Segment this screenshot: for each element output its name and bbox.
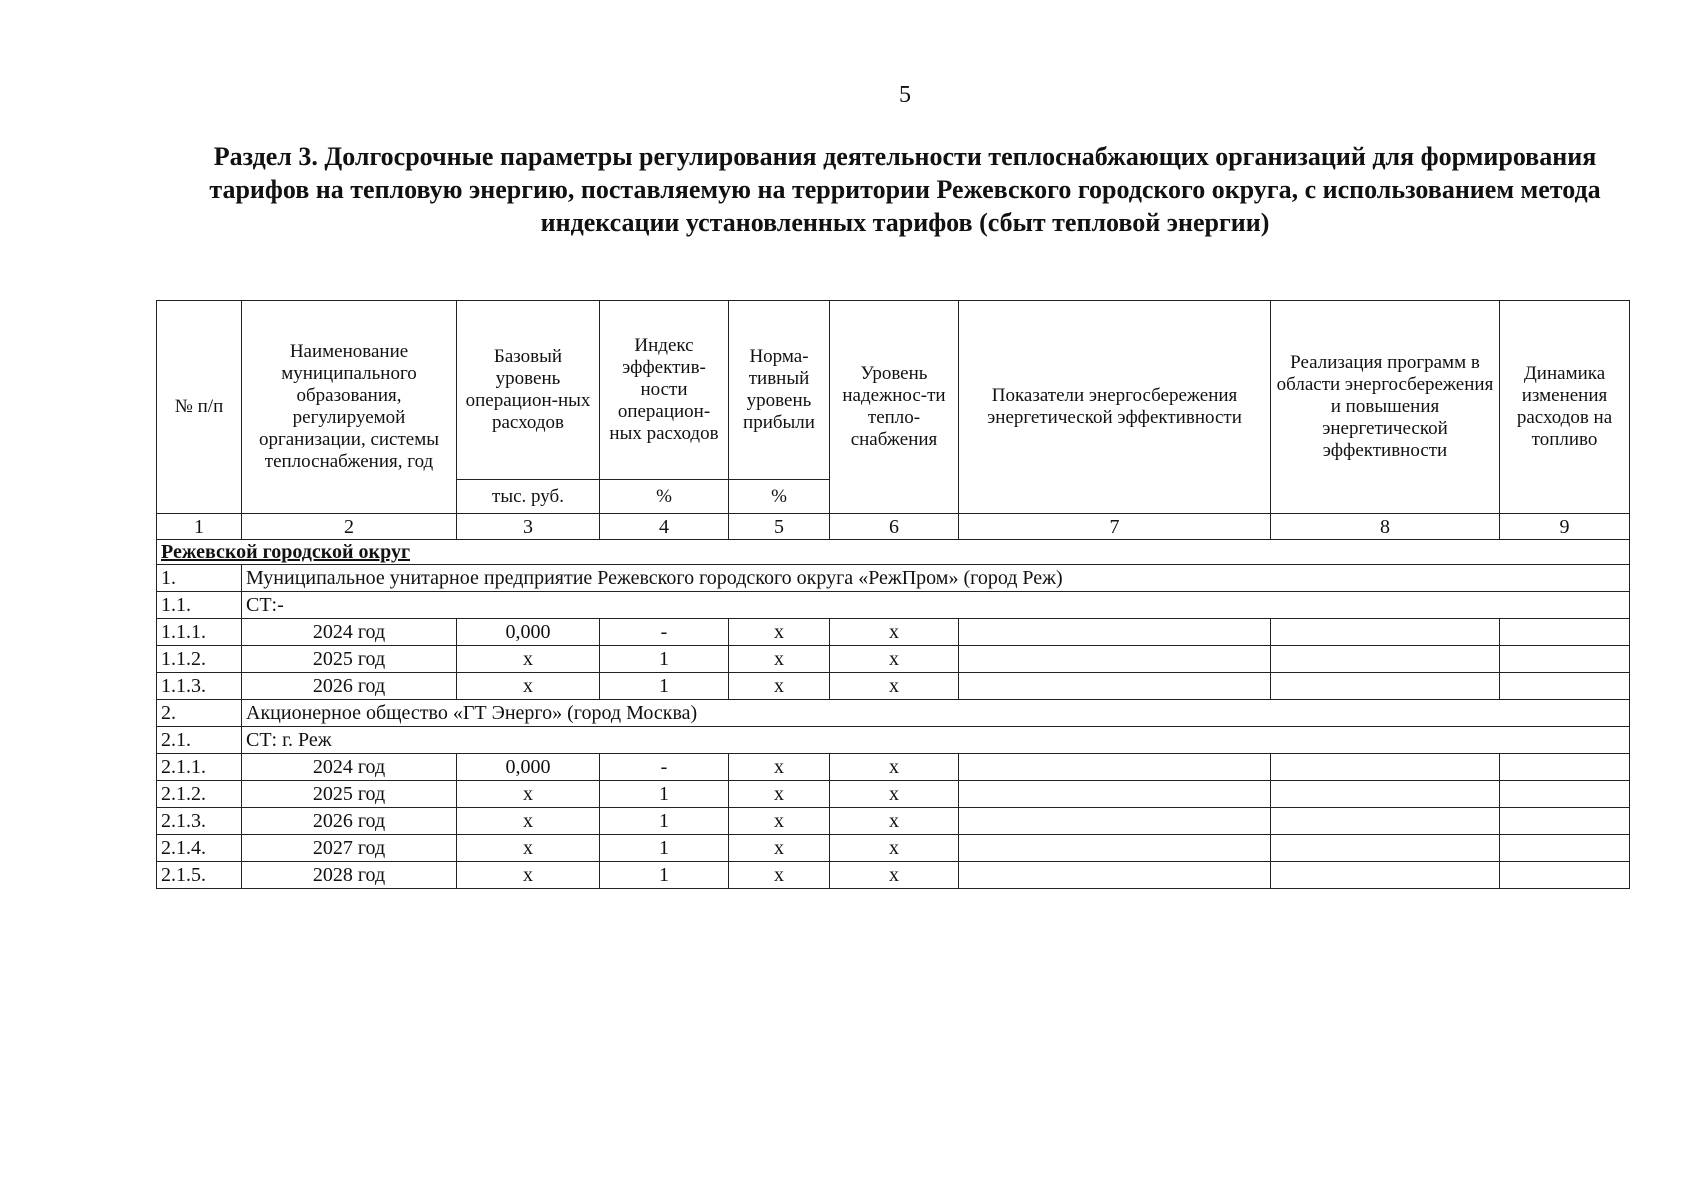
header-efficiency-index: Индекс эффектив-ности операцион-ных расходов	[600, 301, 729, 480]
document-title: Раздел 3. Долгосрочные параметры регулирования деятельности теплоснабжающих организаций для формирования тарифов на тепловую энергию, поставляемую на территории Режевского городского округа, с использованием метода индексации установленных тарифов (сбыт тепловой энергии)	[209, 142, 1601, 237]
row-energy-saving-indicators	[959, 835, 1271, 862]
column-numbers-row	[157, 514, 1630, 540]
column-number: 1	[157, 514, 242, 540]
row-efficiency-index: 1	[600, 808, 729, 835]
row-year: 2024 год	[242, 754, 457, 781]
header-name: Наименование муниципального образования, регулируемой организации, системы теплоснабжения, год	[242, 301, 457, 514]
table-row	[157, 862, 1630, 889]
table-row	[157, 619, 1630, 646]
org-row	[157, 700, 1630, 727]
system-name: СТ:-	[242, 592, 1630, 619]
row-num: 1.1.2.	[157, 646, 242, 673]
row-reliability: x	[830, 781, 959, 808]
row-base-opex: x	[457, 862, 600, 889]
row-year: 2025 год	[242, 781, 457, 808]
row-base-opex: x	[457, 646, 600, 673]
row-normative-profit: x	[729, 808, 830, 835]
row-energy-saving-programs	[1271, 808, 1500, 835]
row-year: 2026 год	[242, 673, 457, 700]
row-base-opex: x	[457, 781, 600, 808]
row-year: 2025 год	[242, 646, 457, 673]
header-energy-saving-programs: Реализация программ в области энергосбережения и повышения энергетической эффективности	[1271, 301, 1500, 514]
page-number: 5	[899, 82, 911, 108]
row-normative-profit: x	[729, 835, 830, 862]
tariff-parameters-table	[156, 300, 1630, 889]
row-reliability: x	[830, 862, 959, 889]
row-energy-saving-indicators	[959, 781, 1271, 808]
row-fuel-cost-dynamics	[1500, 754, 1630, 781]
row-num: 1.1.3.	[157, 673, 242, 700]
org-name: Муниципальное унитарное предприятие Режевского городского округа «РежПром» (город Реж)	[242, 565, 1630, 592]
system-name: СТ: г. Реж	[242, 727, 1630, 754]
row-efficiency-index: 1	[600, 862, 729, 889]
row-fuel-cost-dynamics	[1500, 619, 1630, 646]
row-num: 2.1.2.	[157, 781, 242, 808]
header-normative-profit: Норма-тивный уровень прибыли	[729, 301, 830, 480]
row-energy-saving-programs	[1271, 781, 1500, 808]
row-normative-profit: x	[729, 862, 830, 889]
row-reliability: x	[830, 808, 959, 835]
row-energy-saving-indicators	[959, 646, 1271, 673]
row-base-opex: x	[457, 673, 600, 700]
unit-normative-profit: %	[729, 480, 830, 514]
row-fuel-cost-dynamics	[1500, 673, 1630, 700]
row-num: 2.1.3.	[157, 808, 242, 835]
row-normative-profit: x	[729, 754, 830, 781]
header-reliability: Уровень надежнос-ти тепло-снабжения	[830, 301, 959, 514]
system-row	[157, 592, 1630, 619]
row-efficiency-index: 1	[600, 673, 729, 700]
row-fuel-cost-dynamics	[1500, 808, 1630, 835]
row-energy-saving-programs	[1271, 673, 1500, 700]
row-num: 1.1.1.	[157, 619, 242, 646]
row-fuel-cost-dynamics	[1500, 862, 1630, 889]
row-efficiency-index: 1	[600, 835, 729, 862]
row-base-opex: 0,000	[457, 754, 600, 781]
row-fuel-cost-dynamics	[1500, 781, 1630, 808]
row-reliability: x	[830, 673, 959, 700]
system-row	[157, 727, 1630, 754]
column-number: 6	[830, 514, 959, 540]
org-num: 2.	[157, 700, 242, 727]
row-normative-profit: x	[729, 673, 830, 700]
row-reliability: x	[830, 754, 959, 781]
unit-efficiency-index: %	[600, 480, 729, 514]
column-number: 4	[600, 514, 729, 540]
row-year: 2024 год	[242, 619, 457, 646]
row-energy-saving-programs	[1271, 835, 1500, 862]
row-energy-saving-programs	[1271, 619, 1500, 646]
row-efficiency-index: 1	[600, 646, 729, 673]
table-row	[157, 673, 1630, 700]
column-number: 2	[242, 514, 457, 540]
row-base-opex: x	[457, 835, 600, 862]
row-reliability: x	[830, 646, 959, 673]
row-energy-saving-indicators	[959, 619, 1271, 646]
header-energy-saving-indicators: Показатели энергосбережения энергетической эффективности	[959, 301, 1271, 514]
row-num: 2.1.1.	[157, 754, 242, 781]
row-energy-saving-programs	[1271, 754, 1500, 781]
org-row	[157, 565, 1630, 592]
row-efficiency-index: -	[600, 754, 729, 781]
row-efficiency-index: -	[600, 619, 729, 646]
table-row	[157, 646, 1630, 673]
region-row	[157, 540, 1630, 565]
org-num: 1.	[157, 565, 242, 592]
header-fuel-cost-dynamics: Динамика изменения расходов на топливо	[1500, 301, 1630, 514]
column-number: 8	[1271, 514, 1500, 540]
header-base-opex: Базовый уровень операцион-ных расходов	[457, 301, 600, 480]
header-num: № п/п	[157, 301, 242, 514]
column-number: 9	[1500, 514, 1630, 540]
row-normative-profit: x	[729, 619, 830, 646]
table-row	[157, 781, 1630, 808]
row-energy-saving-indicators	[959, 862, 1271, 889]
row-efficiency-index: 1	[600, 781, 729, 808]
row-fuel-cost-dynamics	[1500, 835, 1630, 862]
column-number: 7	[959, 514, 1271, 540]
system-num: 2.1.	[157, 727, 242, 754]
org-name: Акционерное общество «ГТ Энерго» (город Москва)	[242, 700, 1630, 727]
row-year: 2026 год	[242, 808, 457, 835]
row-energy-saving-programs	[1271, 862, 1500, 889]
row-num: 2.1.4.	[157, 835, 242, 862]
row-reliability: x	[830, 619, 959, 646]
table-row	[157, 754, 1630, 781]
row-energy-saving-indicators	[959, 754, 1271, 781]
row-year: 2027 год	[242, 835, 457, 862]
row-base-opex: 0,000	[457, 619, 600, 646]
table-row	[157, 808, 1630, 835]
column-number: 3	[457, 514, 600, 540]
row-normative-profit: x	[729, 646, 830, 673]
row-reliability: x	[830, 835, 959, 862]
row-energy-saving-indicators	[959, 808, 1271, 835]
row-base-opex: x	[457, 808, 600, 835]
system-num: 1.1.	[157, 592, 242, 619]
header-row	[157, 301, 1630, 480]
region-name: Режевской городской округ	[157, 540, 1630, 565]
unit-base-opex: тыс. руб.	[457, 480, 600, 514]
row-energy-saving-indicators	[959, 673, 1271, 700]
row-energy-saving-programs	[1271, 646, 1500, 673]
row-num: 2.1.5.	[157, 862, 242, 889]
row-normative-profit: x	[729, 781, 830, 808]
row-fuel-cost-dynamics	[1500, 646, 1630, 673]
table-row	[157, 835, 1630, 862]
column-number: 5	[729, 514, 830, 540]
row-year: 2028 год	[242, 862, 457, 889]
